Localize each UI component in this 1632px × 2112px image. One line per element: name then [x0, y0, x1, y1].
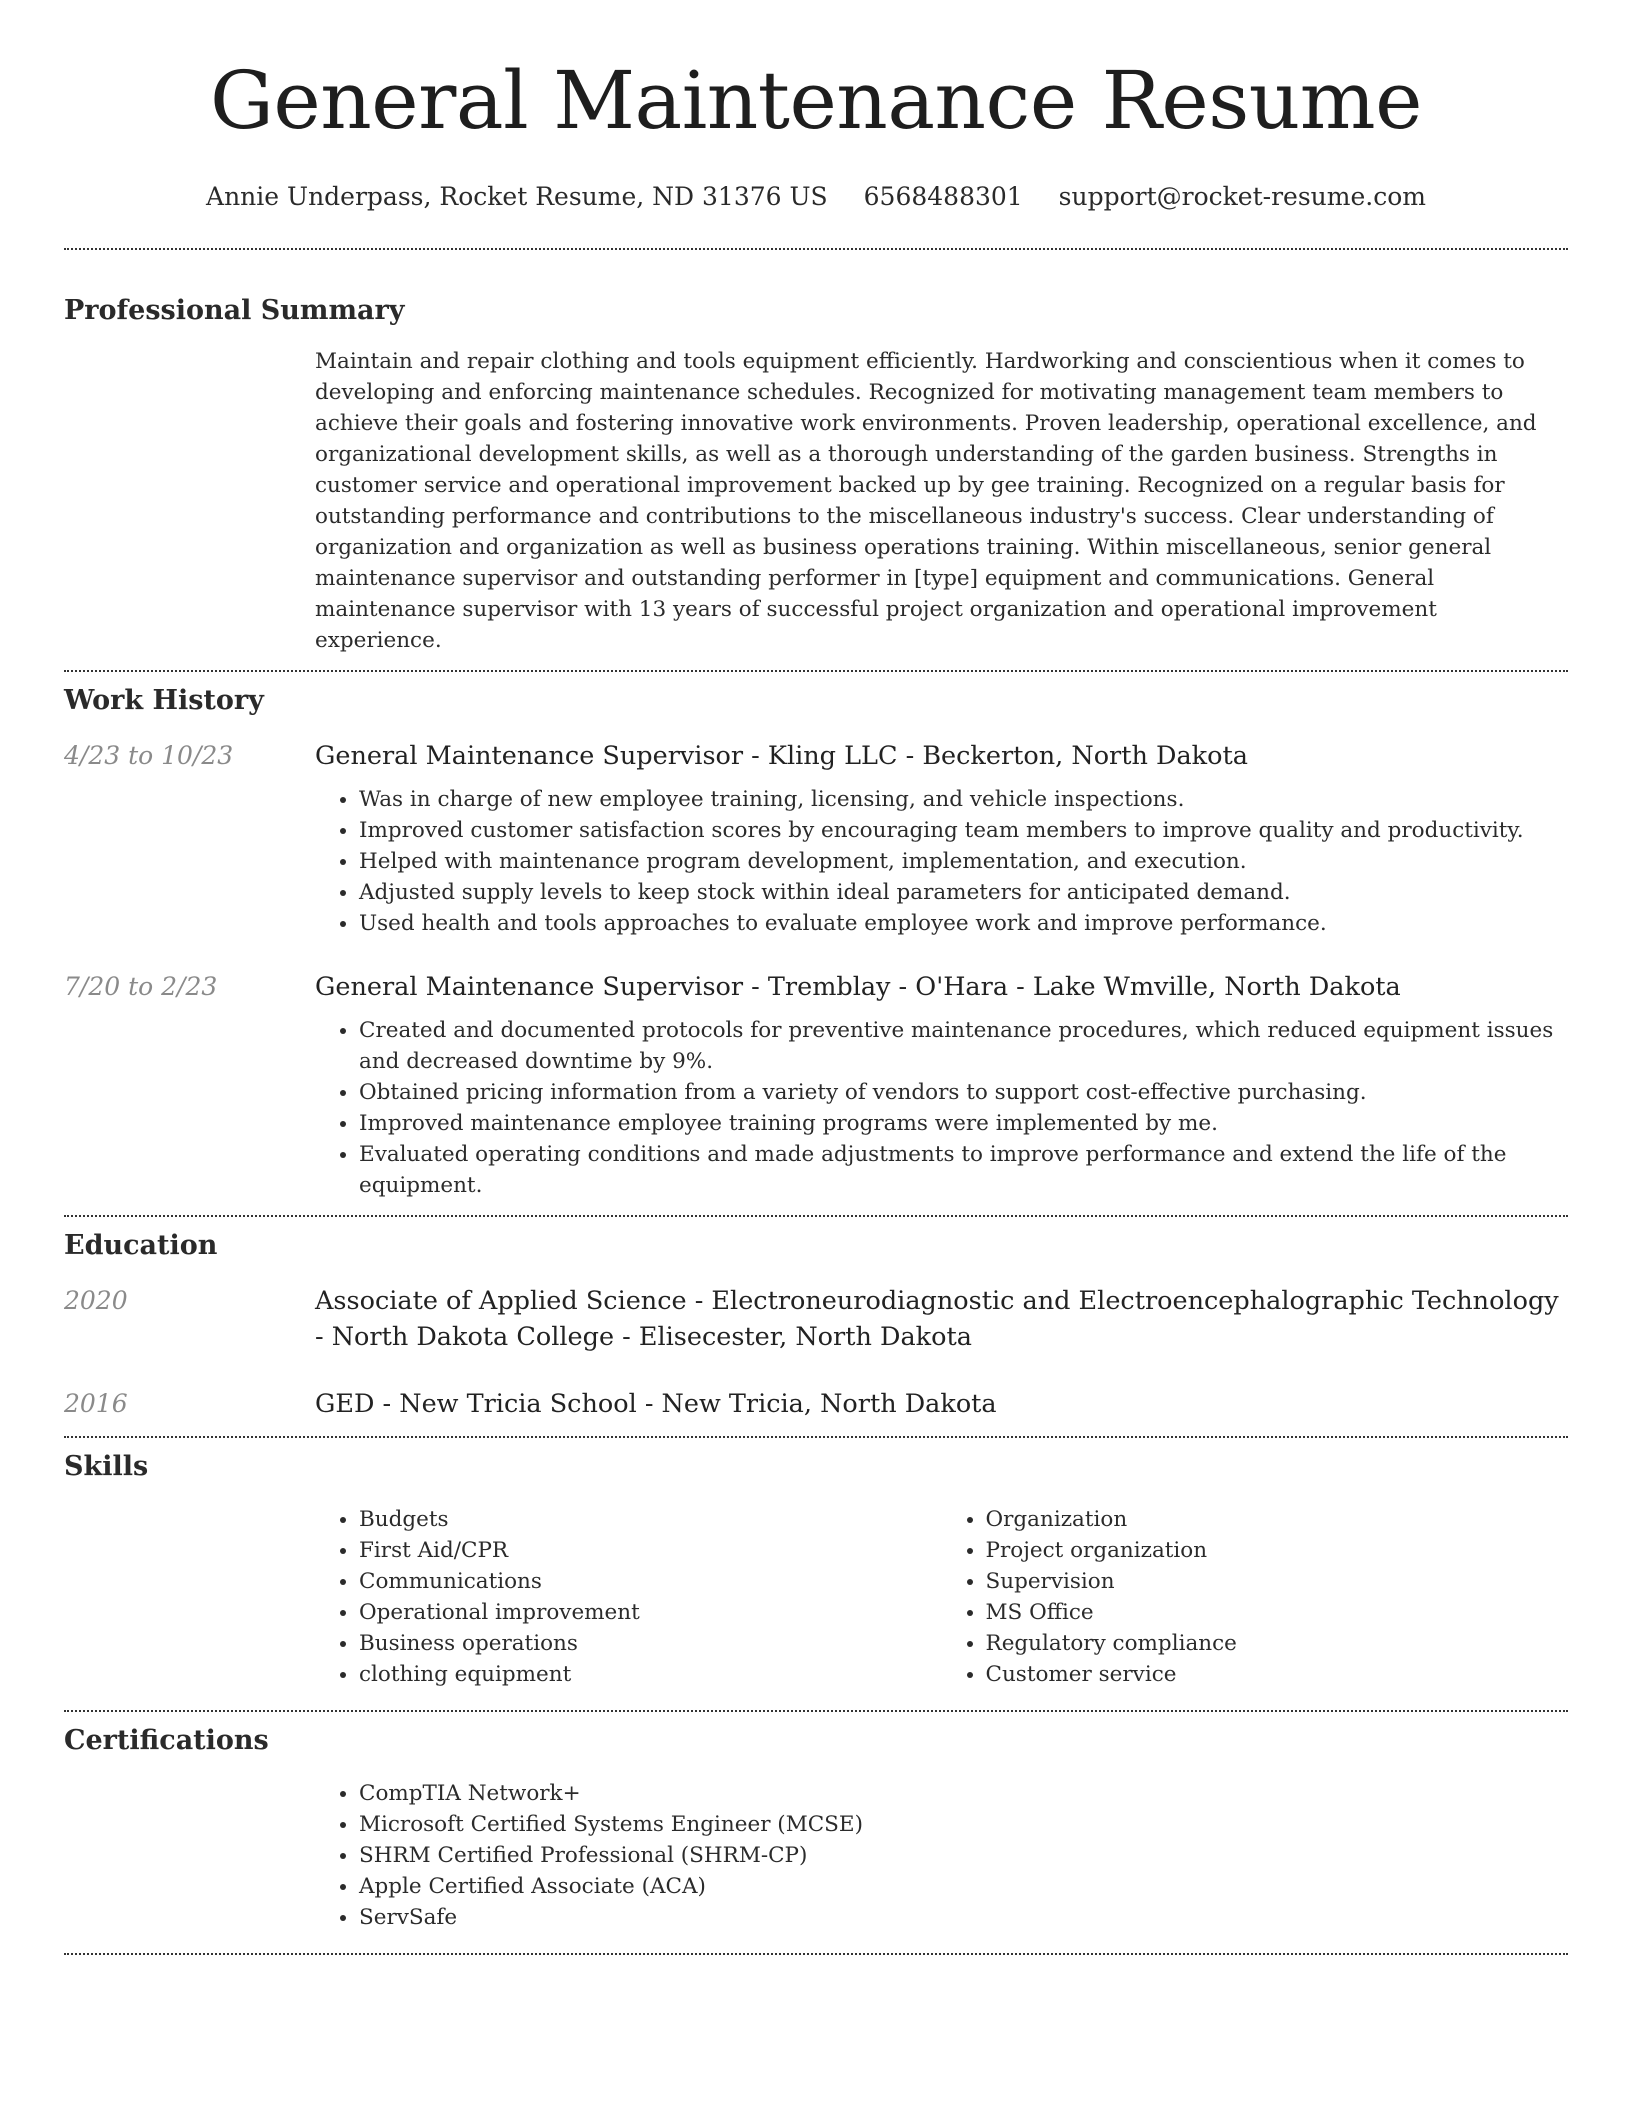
skills-list-right	[942, 1504, 1569, 1690]
list-item: • ServSafe	[359, 1902, 1568, 1933]
divider	[64, 248, 1568, 250]
list-item: • Business operations	[359, 1628, 942, 1659]
list-item: • Evaluated operating conditions and made adjustments to improve performance and extend the life of the equipment.	[359, 1139, 1568, 1201]
divider	[64, 1436, 1568, 1438]
job-bullets	[315, 1015, 1568, 1201]
divider	[64, 1953, 1568, 1955]
contact-address: Annie Underpass, Rocket Resume, ND 31376 US	[206, 182, 828, 211]
education-degree: Associate of Applied Science - Electroneurodiagnostic and Electroencephalographic Technology - North Dakota College - Elisecester, North Dakota	[315, 1286, 1559, 1352]
contact-email: support@rocket-resume.com	[1058, 182, 1426, 211]
list-item: • Project organization	[986, 1535, 1569, 1566]
section-heading-education: Education	[64, 1230, 218, 1261]
list-item: • Organization	[986, 1504, 1569, 1535]
education-entry	[64, 1386, 1568, 1422]
education-year: 2016	[64, 1389, 128, 1418]
skills-list-left	[315, 1504, 942, 1690]
education-entry	[64, 1283, 1568, 1355]
list-item: • Microsoft Certified Systems Engineer (MCSE)	[359, 1809, 1568, 1840]
contact-phone: 6568488301	[863, 182, 1023, 211]
list-item: • Customer service	[986, 1659, 1569, 1690]
list-item: • Improved maintenance employee training programs were implemented by me.	[359, 1108, 1568, 1139]
job-entry	[64, 738, 1568, 939]
list-item: • clothing equipment	[359, 1659, 942, 1690]
education-year: 2020	[64, 1286, 128, 1315]
education-degree: GED - New Tricia School - New Tricia, North Dakota	[315, 1389, 997, 1419]
list-item: • Created and documented protocols for preventive maintenance procedures, which reduced equipment issues and decreased downtime by 9%.	[359, 1015, 1568, 1077]
job-title: General Maintenance Supervisor - Kling LLC - Beckerton, North Dakota	[315, 741, 1248, 771]
contact-line	[64, 180, 1568, 214]
list-item: • Apple Certified Associate (ACA)	[359, 1871, 1568, 1902]
summary-text: Maintain and repair clothing and tools equipment efficiently. Hardworking and conscientious when it comes to developing and enforcing maintenance schedules. Recognized for motivating management team members to achieve their goals and fostering innovative work environments. Proven leadership, operational excellence, and organizational development skills, as well as a thorough understanding of the garden business. Strengths in customer service and operational improvement backed up by gee training. Recognized on a regular basis for outstanding performance and contributions to the miscellaneous industry's success. Clear understanding of organization and organization as well as business operations training. Within miscellaneous, senior general maintenance supervisor and outstanding performer in [type] equipment and communications. General maintenance supervisor with 13 years of successful project organization and operational improvement experience.	[315, 349, 1537, 653]
list-item: • Budgets	[359, 1504, 942, 1535]
list-item: • Used health and tools approaches to evaluate employee work and improve performance.	[359, 908, 1568, 939]
certifications-section	[64, 1724, 1568, 1933]
list-item: • Was in charge of new employee training, licensing, and vehicle inspections.	[359, 784, 1568, 815]
job-entry	[64, 969, 1568, 1201]
job-title: General Maintenance Supervisor - Tremblay - O'Hara - Lake Wmville, North Dakota	[315, 972, 1401, 1002]
list-item: • First Aid/CPR	[359, 1535, 942, 1566]
list-item: • Supervision	[986, 1566, 1569, 1597]
section-heading-skills: Skills	[64, 1451, 149, 1482]
education-section	[64, 1229, 1568, 1422]
list-item: • Adjusted supply levels to keep stock within ideal parameters for anticipated demand.	[359, 877, 1568, 908]
section-heading-certifications: Certifications	[64, 1725, 269, 1756]
summary-section	[64, 294, 1568, 656]
list-item: • Communications	[359, 1566, 942, 1597]
list-item: • Regulatory compliance	[986, 1628, 1569, 1659]
list-item: • MS Office	[986, 1597, 1569, 1628]
certifications-list	[315, 1778, 1568, 1933]
resume-title: General Maintenance Resume	[210, 54, 1422, 147]
section-heading-work-history: Work History	[64, 685, 264, 716]
job-bullets	[315, 784, 1568, 939]
divider	[64, 1710, 1568, 1712]
job-dates: 7/20 to 2/23	[64, 972, 218, 1001]
list-item: • CompTIA Network+	[359, 1778, 1568, 1809]
list-item: • Operational improvement	[359, 1597, 942, 1628]
divider	[64, 1215, 1568, 1217]
list-item: • Helped with maintenance program development, implementation, and execution.	[359, 846, 1568, 877]
skills-section	[64, 1450, 1568, 1690]
skills-grid	[315, 1504, 1568, 1690]
list-item: • SHRM Certified Professional (SHRM-CP)	[359, 1840, 1568, 1871]
divider	[64, 670, 1568, 672]
section-heading-summary: Professional Summary	[64, 295, 405, 326]
list-item: • Obtained pricing information from a variety of vendors to support cost-effective purchasing.	[359, 1077, 1568, 1108]
list-item: • Improved customer satisfaction scores by encouraging team members to improve quality and productivity.	[359, 815, 1568, 846]
job-dates: 4/23 to 10/23	[64, 741, 234, 770]
work-history-section	[64, 684, 1568, 1201]
